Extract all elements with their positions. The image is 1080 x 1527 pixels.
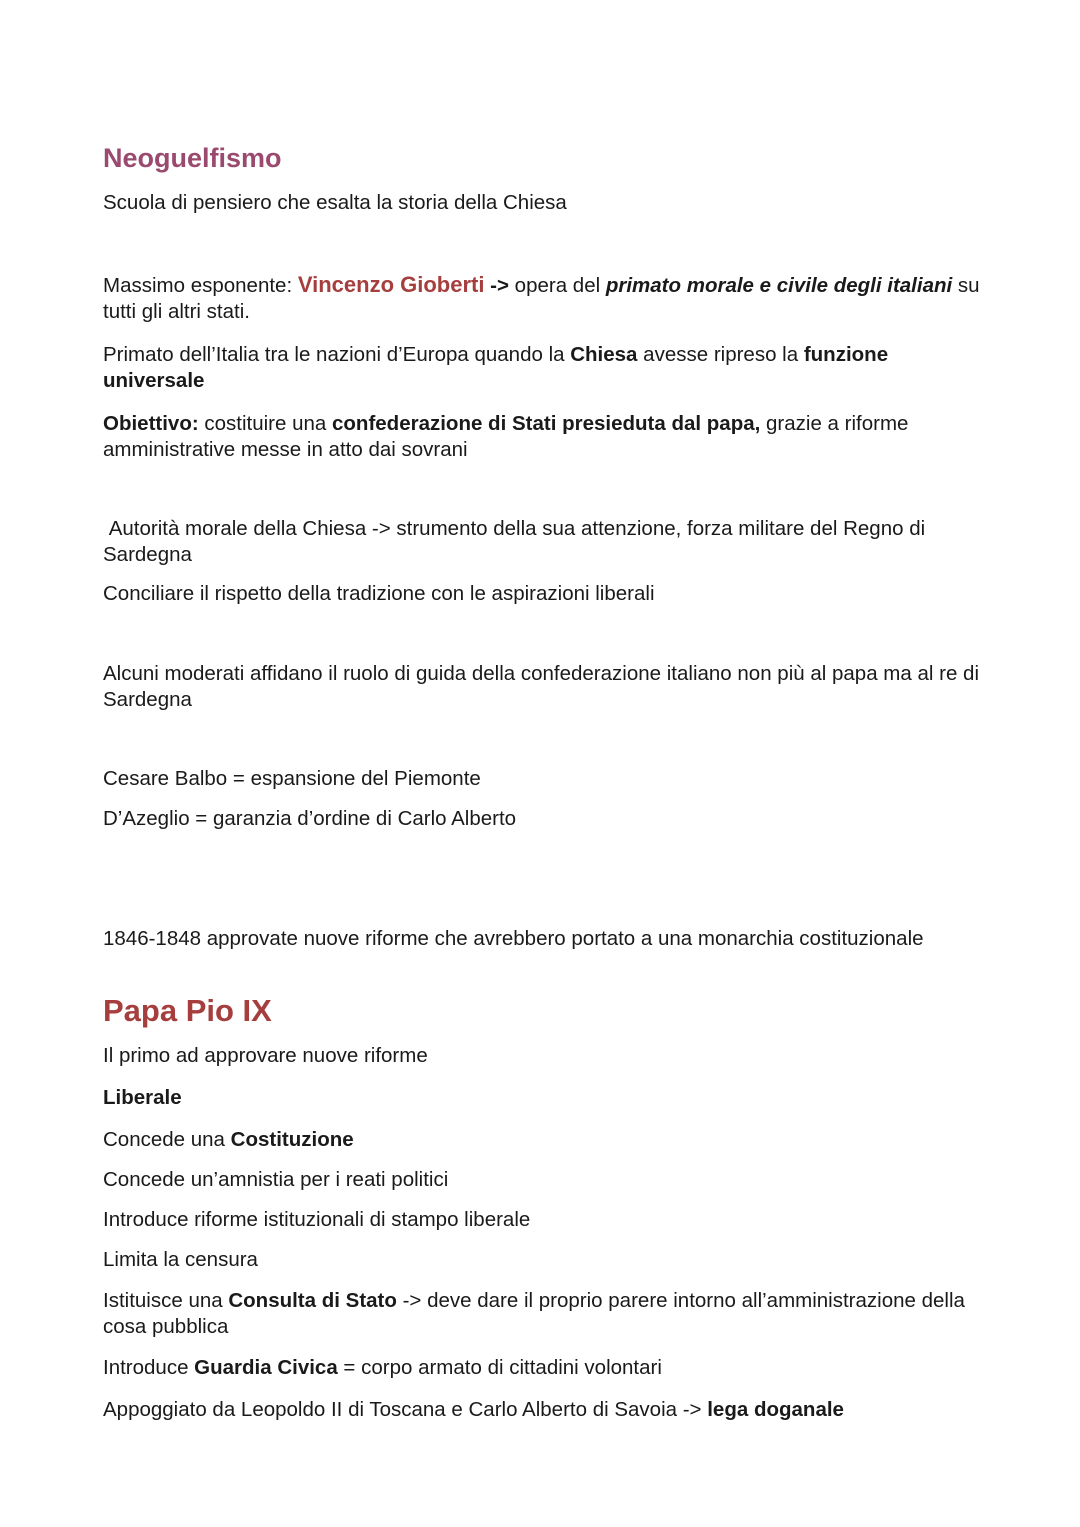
- paragraph-costituzione: [103, 1127, 983, 1153]
- text: costituire una: [198, 412, 332, 435]
- bold-text: confederazione di Stati presieduta dal papa,: [332, 412, 761, 435]
- paragraph-moderati: Alcuni moderati affidano il ruolo di guida della confederazione italiano non più al papa ma al re di Sardegna: [103, 662, 980, 711]
- paragraph-primo: Il primo ad approvare nuove riforme: [103, 1044, 428, 1067]
- bold-text: funzione universale: [103, 343, 889, 392]
- paragraph-amnistia: Concede un’amnistia per i reati politici: [103, 1168, 449, 1191]
- text: Introduce: [103, 1356, 195, 1379]
- arrow: ->: [484, 274, 509, 297]
- heading-neoguelfismo: Neoguelfismo: [103, 143, 282, 173]
- paragraph-azeglio: D’Azeglio = garanzia d’ordine di Carlo Alberto: [103, 807, 517, 830]
- text: grazie a riforme amministrative messe in atto dai sovrani: [103, 412, 909, 461]
- bold-text: Chiesa: [570, 343, 638, 366]
- paragraph-istituzionali: Introduce riforme istituzionali di stampo liberale: [103, 1208, 531, 1231]
- text: Istituisce una: [103, 1289, 229, 1312]
- bold-text: Costituzione: [230, 1128, 354, 1151]
- paragraph-conciliare: Conciliare il rispetto della tradizione con le aspirazioni liberali: [103, 582, 655, 605]
- bold-label: Obiettivo:: [103, 412, 199, 435]
- paragraph-censura: Limita la censura: [103, 1248, 258, 1271]
- author-name: Vincenzo Gioberti: [297, 272, 485, 297]
- paragraph-intro: Scuola di pensiero che esalta la storia della Chiesa: [103, 191, 567, 214]
- text: Appoggiato da Leopoldo II di Toscana e Carlo Alberto di Savoia ->: [103, 1398, 708, 1421]
- text: = corpo armato di cittadini volontari: [337, 1356, 662, 1379]
- paragraph-liberale: [103, 1085, 983, 1111]
- work-title: primato morale e civile degli italiani: [605, 274, 953, 297]
- paragraph-esponente: [103, 272, 983, 325]
- bold-text: Guardia Civica: [194, 1356, 338, 1379]
- paragraph-balbo: Cesare Balbo = espansione del Piemonte: [103, 767, 481, 790]
- text: -> deve dare il proprio parere intorno all’amministrazione della cosa pubblica: [103, 1289, 965, 1338]
- paragraph-primato: [103, 342, 983, 394]
- paragraph-riforme: 1846-1848 approvate nuove riforme che avrebbero portato a una monarchia costituzionale: [103, 927, 924, 950]
- paragraph-guardia: [103, 1355, 983, 1381]
- heading-papa-pio-ix: Papa Pio IX: [103, 993, 272, 1028]
- text: opera del: [508, 274, 606, 297]
- paragraph-appoggiato: [103, 1397, 983, 1423]
- text: su tutti gli altri stati.: [103, 274, 980, 323]
- paragraph-autorita: Autorità morale della Chiesa -> strumento della sua attenzione, forza militare del Regno di Sardegna: [103, 517, 931, 566]
- text: Massimo esponente:: [103, 274, 298, 297]
- paragraph-consulta: [103, 1288, 983, 1340]
- bold-text: Liberale: [103, 1086, 182, 1109]
- text: avesse ripreso la: [637, 343, 804, 366]
- text: Concede una: [103, 1128, 231, 1151]
- bold-text: lega doganale: [707, 1398, 844, 1421]
- text: Primato dell’Italia tra le nazioni d’Europa quando la: [103, 343, 571, 366]
- bold-text: Consulta di Stato: [228, 1289, 397, 1312]
- paragraph-obiettivo: [103, 411, 983, 463]
